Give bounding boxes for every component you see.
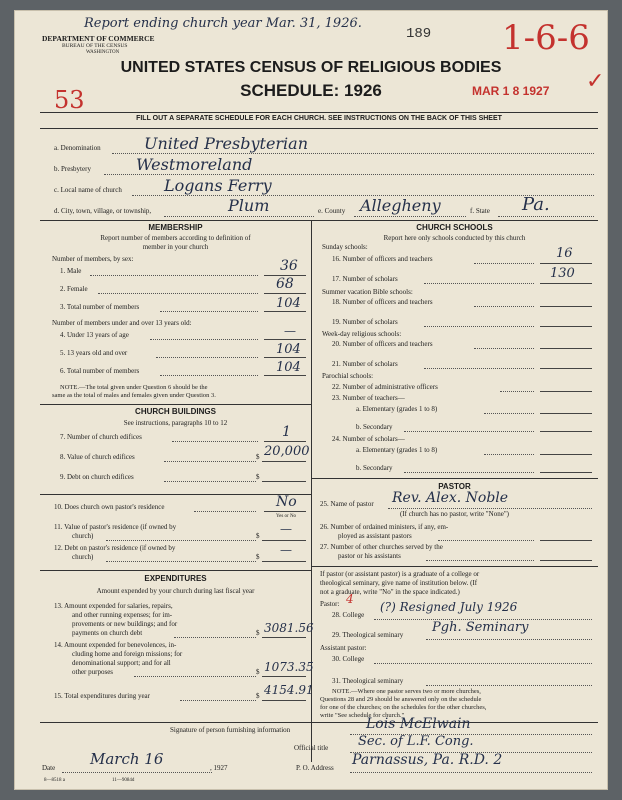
church-name-label: c. Local name of church [54, 186, 122, 194]
q9-dollar-sign: $ [256, 473, 260, 481]
q10-residence-value: No [276, 494, 297, 510]
city-township-value: Plum [228, 196, 270, 215]
reference-code: 1-6-6 [502, 18, 590, 58]
q26-label-line2: ployed as assistant pastors [338, 532, 412, 540]
q31-label: 31. Theological seminary [332, 677, 404, 685]
q7-edifices-value: 1 [282, 424, 291, 440]
church-name-value: Logans Ferry [164, 176, 272, 195]
q29-seminary-value: Pgh. Seminary [432, 620, 529, 635]
received-stamp: MAR 1 8 1927 [472, 84, 550, 98]
pastor-note-4: write "See schedule for church." [320, 712, 405, 719]
denomination-label: a. Denomination [54, 144, 101, 152]
q12-label-line1: 12. Debt on pastor's residence (if owned by [54, 544, 176, 552]
q12-label-line2: church) [72, 553, 94, 561]
membership-note-2: same as the total of males and females given under Question 3. [52, 392, 216, 399]
county-label: e. County [318, 207, 346, 215]
q24a-label: a. Elementary (grades 1 to 8) [356, 446, 438, 454]
signature-label: Signature of person furnishing information [170, 726, 291, 734]
state-label: f. State [470, 207, 490, 215]
q28-label: 28. College [332, 611, 365, 619]
state-value: Pa. [522, 194, 550, 215]
q16-label: 16. Number of officers and teachers [332, 255, 433, 263]
q15-label: 15. Total expenditures during year [54, 692, 150, 700]
q25-label: 25. Name of pastor [320, 500, 374, 508]
q28-college-value: (?) Resigned July 1926 [380, 600, 518, 614]
official-title-label: Official title [294, 744, 329, 752]
schools-subtitle: Report here only schools conducted by this church [383, 234, 526, 242]
q23a-label: a. Elementary (grades 1 to 8) [356, 405, 438, 413]
date-year: , 1927 [210, 764, 228, 772]
q13-label-line3: provements or new buildings; and for [72, 620, 178, 628]
department-label: DEPARTMENT OF COMMERCE [42, 34, 155, 43]
presbytery-label: b. Presbytery [54, 165, 91, 173]
q1-male-label: 1. Male [60, 267, 82, 275]
form-title: UNITED STATES CENSUS OF RELIGIOUS BODIES [120, 59, 502, 76]
q13-dollar-sign: $ [256, 629, 260, 637]
q4-under13-value: — [284, 324, 296, 338]
form-subtitle: SCHEDULE: 1926 [240, 81, 382, 100]
assistant-pastor-label: Assistant pastor: [320, 644, 367, 652]
q2-female-label: 2. Female [60, 285, 88, 293]
official-title-value: Sec. of L.F. Cong. [358, 734, 474, 749]
q17-value: 130 [550, 266, 575, 281]
q5-over13-label: 5. 13 years old and over [60, 349, 128, 357]
pastor-red-mark: 4 [346, 592, 354, 606]
pastor-note-1: NOTE.—Where one pastor serves two or more churches, [332, 688, 481, 695]
q10-residence-label: 10. Does church own pastor's residence [54, 503, 165, 511]
q1-male-value: 36 [280, 258, 298, 274]
q15-amount: 4154.91 [264, 683, 314, 697]
schools-title: CHURCH SCHOOLS [416, 223, 493, 232]
membership-title: MEMBERSHIP [148, 223, 203, 232]
q6-total-value: 104 [276, 360, 301, 375]
membership-intro-1: Report number of members according to definition of [100, 234, 251, 242]
pastor-section-label: Pastor: [320, 600, 340, 608]
q16-value: 16 [556, 246, 573, 261]
q13-label-line4: payments on church debt [72, 629, 143, 637]
members-by-age-label: Number of members under and over 13 years old: [52, 319, 192, 327]
q14-amount: 1073.35 [264, 660, 314, 674]
q25-hint: (If church has no pastor, write "None") [399, 510, 510, 518]
q3-total-value: 104 [276, 296, 301, 311]
q3-total-label: 3. Total number of members [60, 303, 140, 311]
q19-label: 19. Number of scholars [332, 318, 398, 326]
q24b-label: b. Secondary [356, 464, 393, 472]
date-label: Date [42, 764, 56, 772]
q11-value: — [280, 522, 292, 536]
graduate-instructions-2: theological seminary, give name of institution below. (If [320, 579, 478, 587]
check-mark: ✓ [586, 68, 605, 93]
expenditures-title: EXPENDITURES [144, 574, 207, 583]
buildings-subtitle: See instructions, paragraphs 10 to 12 [123, 419, 228, 427]
q15-dollar-sign: $ [256, 692, 260, 700]
q23-label: 23. Number of teachers— [332, 394, 405, 402]
q14-label-line1: 14. Amount expended for benevolences, in- [54, 641, 177, 649]
form-number: 8—8518 a [44, 778, 65, 783]
pastor-title: PASTOR [438, 482, 471, 491]
buildings-title: CHURCH BUILDINGS [135, 407, 216, 416]
county-value: Allegheny [360, 196, 441, 215]
stamp-number: 189 [406, 26, 432, 42]
handwritten-report-note: Report ending church year Mar. 31, 1926. [84, 16, 362, 31]
q17-label: 17. Number of scholars [332, 275, 398, 283]
q20-label: 20. Number of officers and teachers [332, 340, 433, 348]
q10-hint: Yes or No [276, 514, 297, 519]
date-value: March 16 [90, 750, 164, 768]
q13-label-line2: and other running expenses; for im- [72, 611, 173, 619]
bureau-label: BUREAU OF THE CENSUS [62, 43, 128, 49]
q18-label: 18. Number of officers and teachers [332, 298, 433, 306]
q9-debt-label: 9. Debt on church edifices [60, 473, 134, 481]
q8-value-amount: 20,000 [264, 444, 310, 459]
q12-dollar-sign: $ [256, 553, 260, 561]
red-mark-number: 53 [54, 86, 85, 114]
q7-edifices-label: 7. Number of church edifices [60, 433, 142, 441]
q11-label-line1: 11. Value of pastor's residence (if owned by [54, 523, 177, 531]
q27-label-line1: 27. Number of other churches served by the [320, 543, 443, 551]
q29-label: 29. Theological seminary [332, 631, 404, 639]
members-by-sex-label: Number of members, by sex: [52, 255, 134, 263]
page-notch [610, 480, 622, 610]
pastor-note-3: for one of the churches; on the schedules for the other churches, [320, 704, 487, 711]
expenditures-subtitle: Amount expended by your church during last fiscal year [96, 587, 255, 595]
po-address-value: Parnassus, Pa. R.D. 2 [352, 752, 503, 768]
graduate-instructions-1: If pastor (or assistant pastor) is a graduate of a college or [320, 570, 480, 578]
membership-intro-2: member in your church [142, 243, 209, 251]
q26-label-line1: 26. Number of ordained ministers, if any, em- [320, 523, 449, 531]
q14-label-line4: other purposes [72, 668, 114, 676]
denomination-value: United Presbyterian [144, 134, 309, 153]
q8-dollar-sign: $ [256, 453, 260, 461]
q13-label-line1: 13. Amount expended for salaries, repairs, [54, 602, 173, 610]
city-township-label: d. City, town, village, or township, [54, 207, 152, 215]
summer-schools-label: Summer vacation Bible schools: [322, 288, 413, 296]
q23b-label: b. Secondary [356, 423, 393, 431]
q11-label-line2: church) [72, 532, 94, 540]
po-address-label: P. O. Address [296, 764, 334, 772]
sunday-schools-label: Sunday schools: [322, 243, 368, 251]
q25-pastor-name: Rev. Alex. Noble [392, 490, 509, 506]
print-number: 11—9084d [112, 778, 135, 783]
q5-over13-value: 104 [276, 342, 301, 357]
weekday-schools-label: Week-day religious schools: [322, 330, 402, 338]
q24-label: 24. Number of scholars— [332, 435, 405, 443]
signature-value: Lois McElwain [366, 716, 471, 732]
graduate-instructions-3: not a graduate, write "No" in the space indicated.) [320, 588, 460, 596]
q6-total-label: 6. Total number of members [60, 367, 140, 375]
city-label: WASHINGTON [86, 50, 120, 55]
q4-under13-label: 4. Under 13 years of age [60, 331, 129, 339]
census-schedule-page [14, 10, 608, 790]
q11-dollar-sign: $ [256, 532, 260, 540]
membership-note-1: NOTE.—The total given under Question 6 should be the [60, 384, 208, 391]
q8-value-label: 8. Value of church edifices [60, 453, 135, 461]
q13-amount: 3081.56 [264, 621, 314, 635]
q27-label-line2: pastor or his assistants [338, 552, 401, 560]
q21-label: 21. Number of scholars [332, 360, 398, 368]
pastor-note-2: Questions 28 and 29 should be answered only on the schedule [320, 696, 482, 703]
instruction-bar: FILL OUT A SEPARATE SCHEDULE FOR EACH CHURCH. SEE INSTRUCTIONS ON THE BACK OF THIS SHEET [136, 115, 502, 122]
q14-label-line3: denominational support; and for all [72, 659, 171, 667]
parochial-schools-label: Parochial schools: [322, 372, 374, 380]
q14-dollar-sign: $ [256, 668, 260, 676]
presbytery-value: Westmoreland [136, 155, 253, 174]
q14-label-line2: cluding home and foreign missions; for [72, 650, 183, 658]
q2-female-value: 68 [276, 276, 294, 292]
q12-value: — [280, 543, 292, 557]
q22-label: 22. Number of administrative officers [332, 383, 438, 391]
q30-label: 30. College [332, 655, 365, 663]
